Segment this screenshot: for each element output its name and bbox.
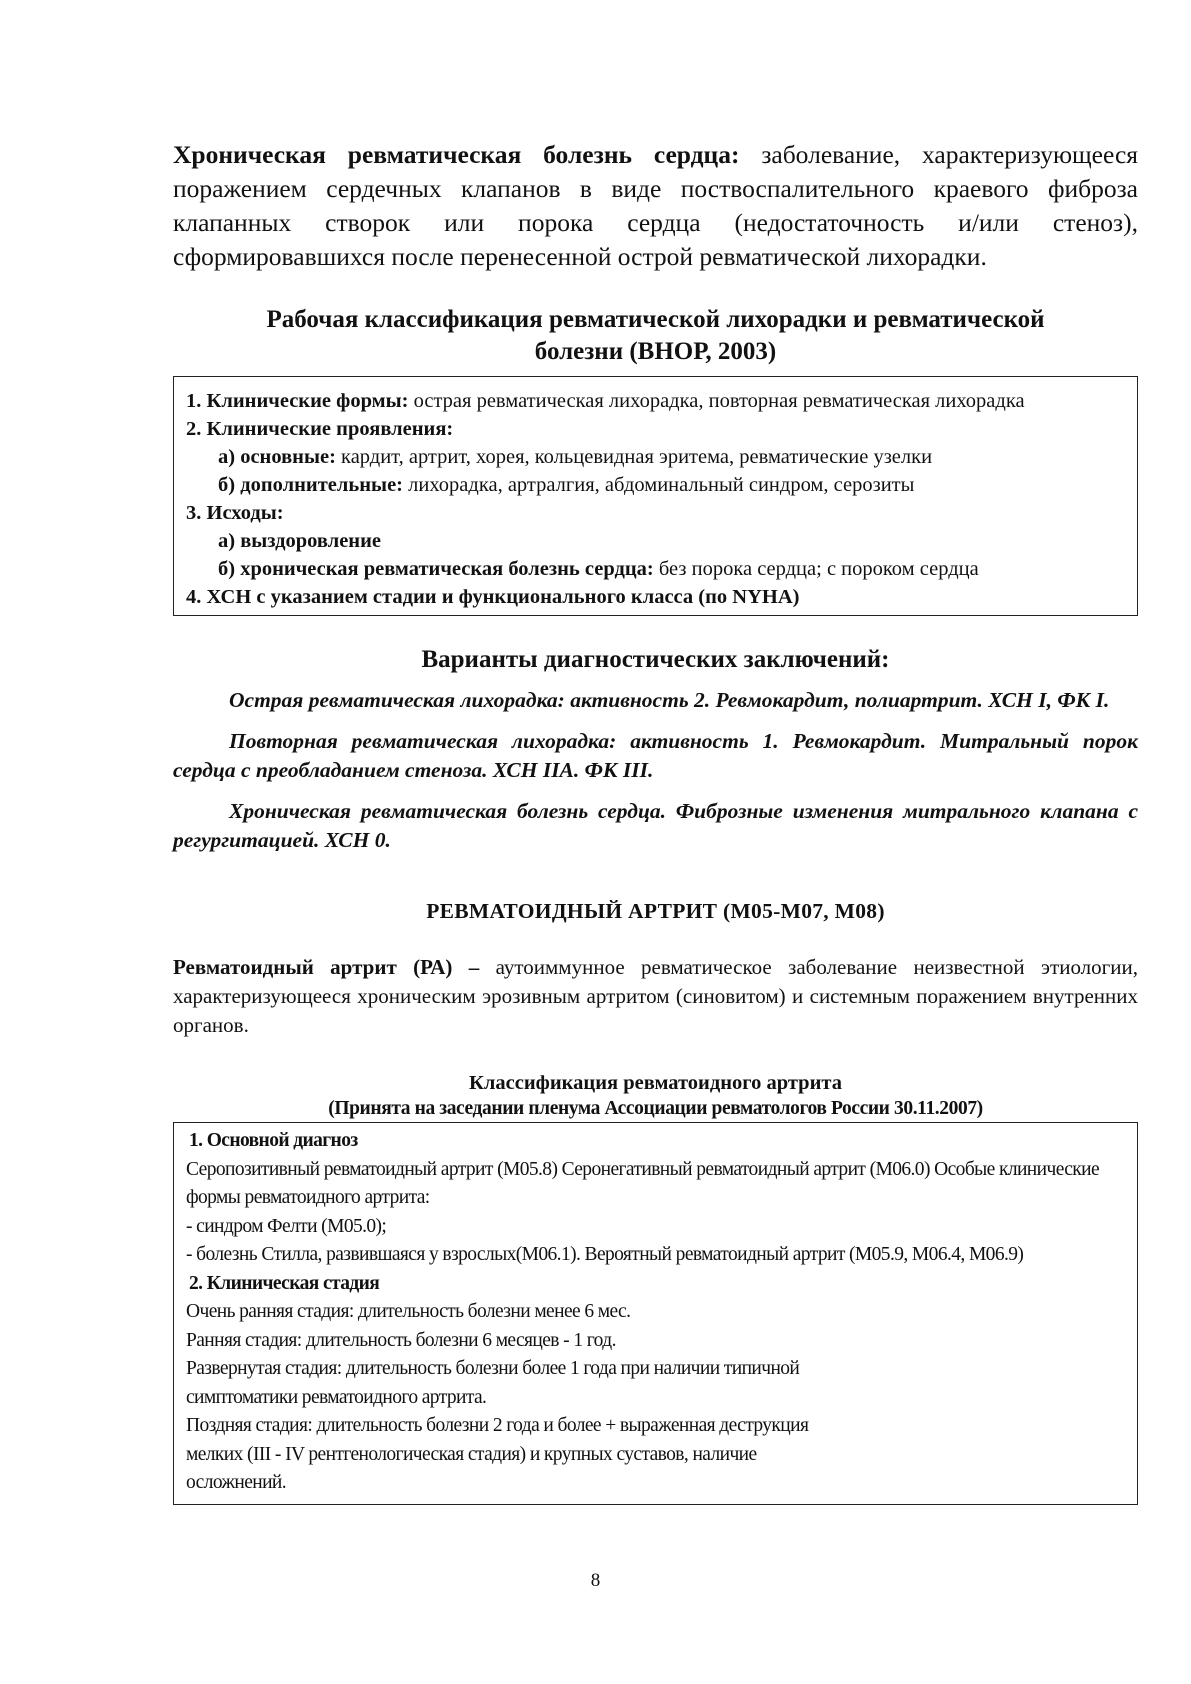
classification-title-line1: Рабочая классификация ревматической лихорадки и ревматической — [266, 306, 1045, 333]
item4-label: 4. ХСН с указанием стадии и функционального класса (по NYHA) — [186, 586, 800, 608]
diagnoses-heading: Варианты диагностических заключений: — [421, 646, 890, 673]
item3b-text: без порока сердца; с пороком сердца — [653, 558, 979, 580]
item3a — [186, 527, 1125, 555]
ra-section-2-line-6: мелких (III - IV рентгенологическая стадия) и крупных суставов, наличие — [186, 1443, 757, 1465]
item2a-text: кардит, артрит, хорея, кольцевидная эритема, ревматические узелки — [335, 446, 933, 468]
intro-term: Хроническая ревматическая болезнь сердца: — [173, 140, 740, 169]
item2 — [186, 415, 1125, 443]
item2-label: 2. Клинические проявления: — [186, 418, 454, 440]
diagnosis-item-3: Хроническая ревматическая болезнь сердца. Фиброзные изменения митрального клапана с регургитацией. ХСН 0. — [173, 799, 1138, 852]
ra-section-2-line-3: Развернутая стадия: длительность болезни более 1 года при наличии типичной — [186, 1358, 800, 1379]
item3a-label: а) выздоровление — [218, 530, 382, 552]
classification-heading — [173, 304, 1138, 368]
item3b-label: б) хроническая ревматическая болезнь сердца: — [218, 558, 654, 580]
ra-heading: РЕВМАТОИДНЫЙ АРТРИТ (М05-М07, М08) — [426, 899, 885, 923]
ra-section-1-title: 1. Основной диагноз — [189, 1130, 358, 1151]
ra-classification-box — [173, 1122, 1138, 1505]
item2a — [186, 443, 1125, 471]
item2b-text: лихорадка, артралгия, абдоминальный синдром, серозиты — [403, 474, 915, 496]
ra-text: аутоиммунное ревматическое заболевание неизвестной этиологии, характеризующееся хроническим эрозивным артритом (синовитом) и системным поражением внутренних органов. — [173, 955, 1138, 1037]
ra-paragraph — [173, 953, 1138, 1040]
ra-section-1-text-2: - синдром Фелти (М05.0); — [186, 1215, 387, 1237]
intro-text: заболевание, характеризующееся поражением сердечных клапанов в виде поствоспалительного краевого фиброза клапанных створок или порока сердца (недостаточность и/или стеноз), сформировавшихся после перенесенной острой ревматической лихорадки. — [173, 140, 1138, 271]
ra-section-2-line-7: осложнений. — [186, 1472, 287, 1493]
ra-section-2-line-4: симптоматики ревматоидного артрита. — [186, 1386, 487, 1408]
ra-section-1-text-3: - болезнь Стилла, развившаяся у взрослых(М06.1). Вероятный ревматоидный артрит (М05.9, М06.4, М06.9) — [186, 1244, 1024, 1265]
classification-title-line2: болезни (ВНОР, 2003) — [534, 338, 777, 365]
ra-classification-subtitle: (Принята на заседании пленума Ассоциации ревматологов России 30.11.2007) — [328, 1098, 983, 1119]
ra-section-2-line-5: Поздняя стадия: длительность болезни 2 года и более + выраженная деструкция — [186, 1415, 809, 1436]
item1-text: острая ревматическая лихорадка, повторная ревматическая лихорадка — [408, 390, 1025, 412]
diagnosis-item-2: Повторная ревматическая лихорадка: активность 1. Ревмокардит. Митральный порок сердца с преобладанием стеноза. ХСН IIА. ФК III. — [173, 729, 1138, 782]
item1 — [186, 387, 1125, 415]
intro-paragraph — [173, 138, 1138, 274]
item2a-label: а) основные: — [218, 446, 336, 468]
ra-section-2-title: 2. Клиническая стадия — [189, 1272, 380, 1294]
ra-section-2-line-2: Ранняя стадия: длительность болезни 6 месяцев - 1 год. — [186, 1329, 616, 1351]
classification-box — [173, 376, 1138, 616]
item3b — [186, 555, 1125, 583]
ra-term: Ревматоидный артрит (РА) – — [173, 955, 480, 979]
ra-section-2-line-1: Очень ранняя стадия: длительность болезни менее 6 мес. — [186, 1301, 631, 1322]
diagnosis-item-1: Острая ревматическая лихорадка: активность 2. Ревмокардит, полиартрит. ХСН I, ФК I. — [229, 688, 1110, 712]
item4 — [186, 583, 1125, 611]
item3 — [186, 499, 1125, 527]
item3-label: 3. Исходы: — [186, 502, 284, 524]
ra-classification-heading: Классификация ревматоидного артрита — [469, 1072, 842, 1094]
ra-section-1-text-1: Серопозитивный ревматоидный артрит (М05.8) Серонегативный ревматоидный артрит (М06.0) Особые клинические формы ревматоидного артрита: — [186, 1158, 1100, 1208]
document-page — [173, 138, 1138, 1505]
item1-label: 1. Клинические формы: — [186, 390, 409, 412]
item2b — [186, 471, 1125, 499]
page-number: 8 — [590, 1570, 601, 1591]
item2b-label: б) дополнительные: — [218, 474, 403, 496]
